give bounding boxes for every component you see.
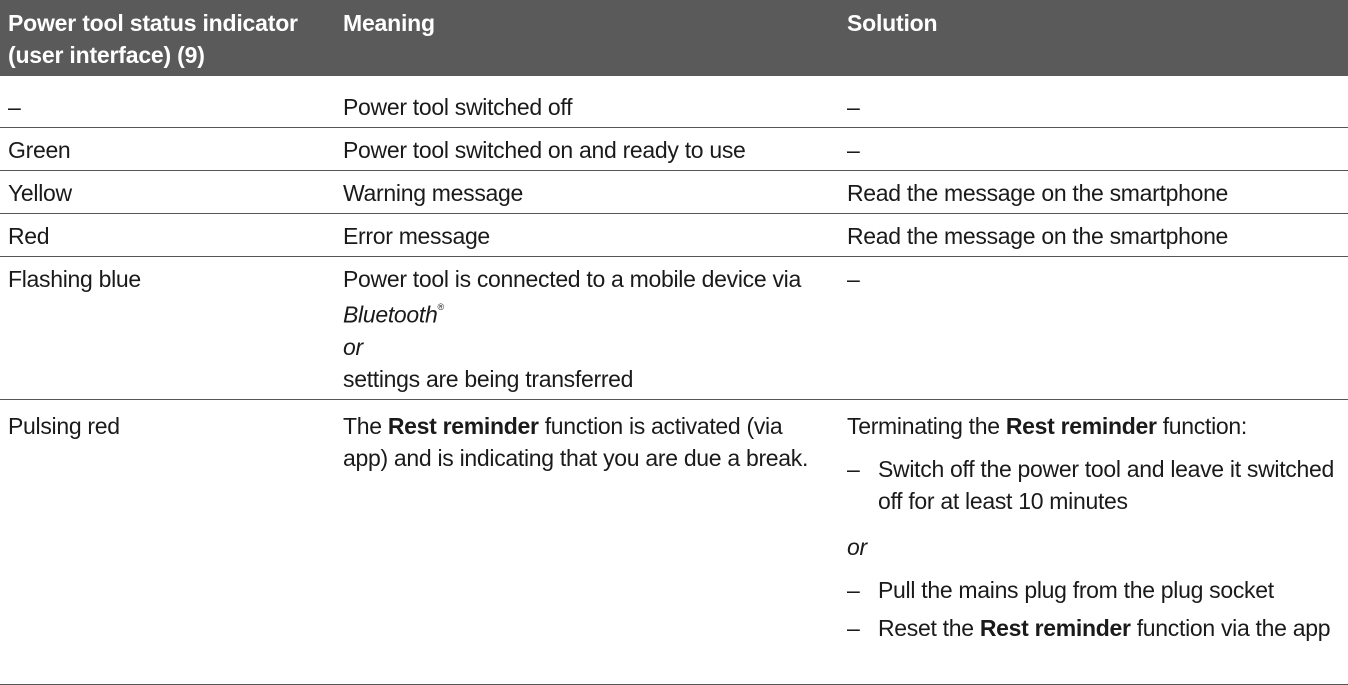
meaning-or: or xyxy=(343,333,363,360)
table-body xyxy=(0,76,1348,684)
meaning-text: The xyxy=(343,412,388,439)
step-dash: – xyxy=(847,614,860,641)
table-row xyxy=(0,257,1348,400)
cell-indicator: Red xyxy=(0,214,335,257)
solution-step xyxy=(847,574,1342,606)
step-text: Pull the mains plug from the plug socket xyxy=(878,576,1274,603)
step-text-part: Reset the xyxy=(878,614,980,641)
cell-meaning: Warning message xyxy=(335,171,839,214)
cell-indicator: Green xyxy=(0,128,335,171)
step-dash: – xyxy=(847,576,860,603)
cell-meaning: Error message xyxy=(335,214,839,257)
registered-mark: ® xyxy=(437,302,444,312)
cell-indicator: – xyxy=(0,76,335,128)
meaning-bluetooth-line xyxy=(343,295,833,331)
cell-indicator: Yellow xyxy=(0,171,335,214)
cell-meaning xyxy=(335,399,839,684)
solution-intro-text: function: xyxy=(1156,412,1247,439)
cell-solution: – xyxy=(839,76,1348,128)
table-row xyxy=(0,128,1348,171)
cell-indicator: Pulsing red xyxy=(0,399,335,684)
cell-solution: Read the message on the smartphone xyxy=(839,214,1348,257)
header-indicator: Power tool status indicator (user interface) (9) xyxy=(8,10,298,68)
table-header xyxy=(0,0,1348,76)
meaning-text: function is activated (via app) and is indicating that you are due a break. xyxy=(343,412,809,471)
cell-meaning: Power tool switched on and ready to use xyxy=(335,128,839,171)
header-solution: Solution xyxy=(847,10,938,36)
solution-intro-text: Terminating the xyxy=(847,412,1006,439)
meaning-bold-text: Rest reminder xyxy=(387,412,539,439)
solution-intro-bold: Rest reminder xyxy=(1005,412,1157,439)
meaning-line: Power tool is connected to a mobile device via xyxy=(343,266,801,292)
cell-meaning: Power tool switched off xyxy=(335,76,839,128)
solution-step xyxy=(847,453,1342,517)
meaning-line: settings are being transferred xyxy=(343,365,634,392)
header-meaning: Meaning xyxy=(343,10,435,36)
step-dash: – xyxy=(847,455,860,482)
step-text-part: function via the app xyxy=(1130,614,1331,641)
cell-solution: Read the message on the smartphone xyxy=(839,171,1348,214)
step-text: Switch off the power tool and leave it switched off for at least 10 minutes xyxy=(878,455,1334,514)
table-row xyxy=(0,214,1348,257)
cell-meaning xyxy=(335,257,839,400)
table-row xyxy=(0,399,1348,684)
cell-solution xyxy=(839,399,1348,684)
cell-solution: – xyxy=(839,128,1348,171)
step-text xyxy=(878,612,1342,644)
solution-intro xyxy=(847,410,1342,442)
solution-or: or xyxy=(847,533,867,560)
bluetooth-text: Bluetooth xyxy=(343,301,438,328)
table-header-row xyxy=(0,0,1348,76)
table-row xyxy=(0,76,1348,128)
table-row xyxy=(0,171,1348,214)
solution-step xyxy=(847,612,1342,644)
cell-indicator: Flashing blue xyxy=(0,257,335,400)
cell-solution: – xyxy=(839,257,1348,400)
step-bold-text: Rest reminder xyxy=(979,614,1131,641)
